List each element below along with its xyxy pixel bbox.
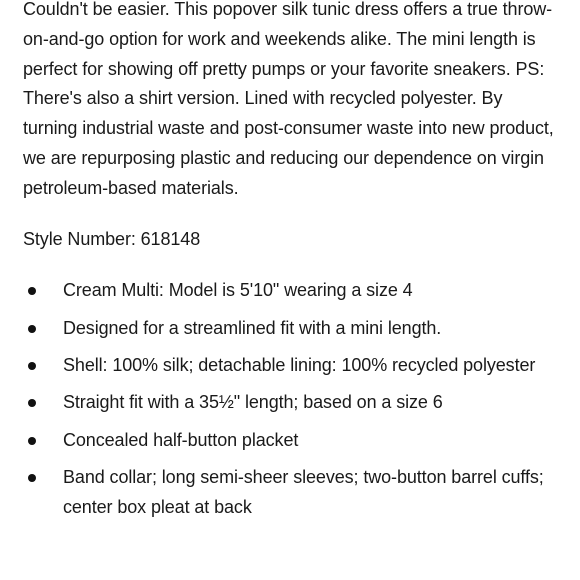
list-item-text: Concealed half-button placket [63, 429, 299, 450]
bullet-icon [28, 437, 36, 445]
bullet-icon [28, 362, 36, 370]
list-item [23, 314, 560, 344]
product-description: Couldn't be easier. This popover silk tunic dress offers a true throw-on-and-go option for work and weekends alike. The mini length is perfect for showing off pretty pumps or your favorite sneakers. PS: There's also a shirt version. Lined with recycled polyester. By turning industrial waste and post-consumer waste into new product, we are repurposing plastic and reducing our dependence on virgin petroleum-based materials. [23, 0, 554, 198]
list-item [23, 426, 560, 456]
list-item [23, 351, 560, 381]
bullet-icon [28, 287, 36, 295]
bullet-icon [28, 474, 36, 482]
product-details-list [23, 276, 560, 522]
list-item [23, 276, 560, 306]
list-item-text: Shell: 100% silk; detachable lining: 100% recycled polyester [63, 354, 536, 375]
style-number: Style Number: 618148 [23, 228, 201, 249]
list-item-text: Designed for a streamlined fit with a mini length. [63, 317, 442, 338]
list-item [23, 463, 560, 523]
bullet-icon [28, 325, 36, 333]
list-item-text: Cream Multi: Model is 5'10" wearing a size 4 [63, 280, 413, 301]
product-details-panel [23, 0, 560, 530]
list-item-text: Straight fit with a 35½" length; based on a size 6 [63, 392, 443, 413]
bullet-icon [28, 399, 36, 407]
list-item-text: Band collar; long semi-sheer sleeves; two-button barrel cuffs; center box pleat at back [63, 466, 544, 517]
list-item [23, 388, 560, 418]
